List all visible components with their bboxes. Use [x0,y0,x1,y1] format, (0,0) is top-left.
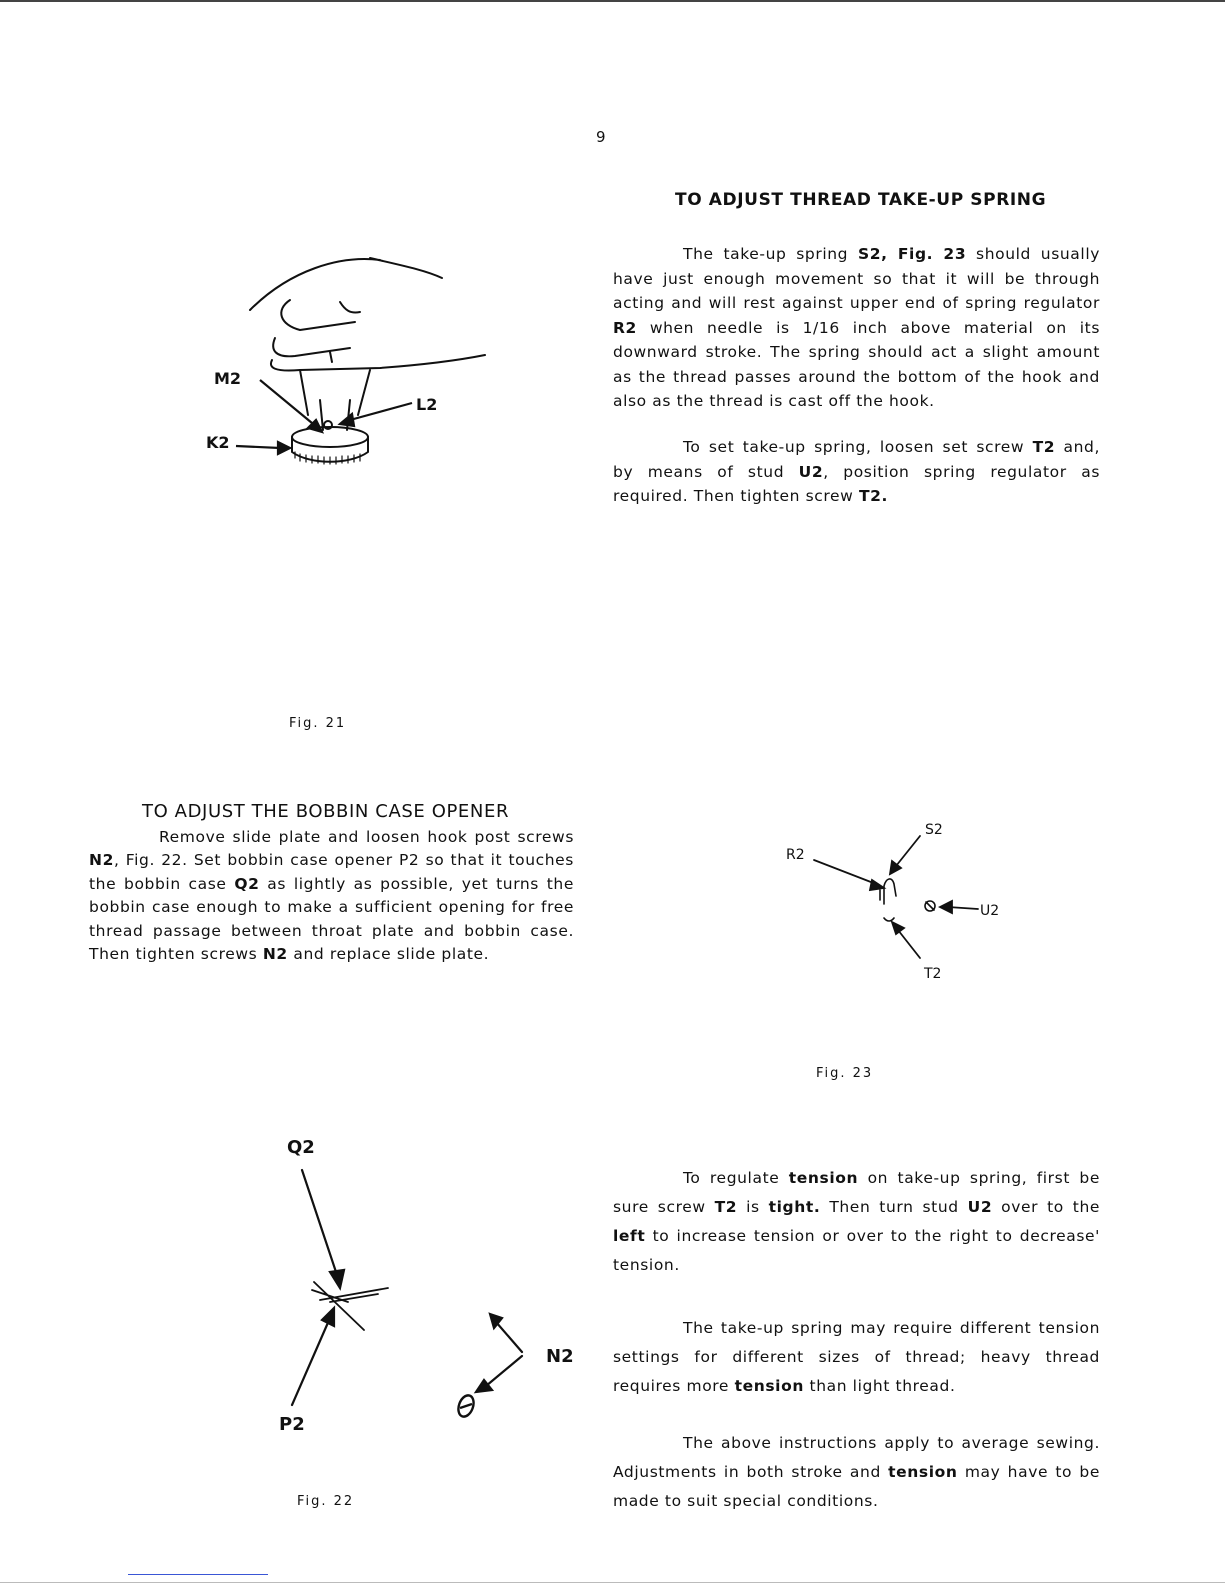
label-k2: K2 [206,433,230,452]
paragraph-bobbin-case-opener: Remove slide plate and loosen hook post screws N2, Fig. 22. Set bobbin case opener P2 so that it touches the bobbin case Q2 as lightly as possible, yet turns the bobbin case enough to make a sufficient opening for free thread passage between throat plate and bobbin case. Then tighten screws N2 and replace slide plate. [89,828,574,964]
bold-term: R2 [613,318,637,337]
q2-arrow-line [302,1170,338,1278]
fig22-drawing [260,1150,580,1430]
hand-outline [250,258,442,310]
bottom-border [0,1582,1225,1583]
page-number: 9 [596,128,606,146]
label-t2: T2 [924,966,942,982]
bold-term: N2 [89,851,114,870]
paragraph-regulate-tension: To regulate tension on take-up spring, first be sure screw T2 is tight. Then turn stud U2 over to the left to increase tension or over to the right to decrease' tension. [613,1169,1101,1274]
bold-term: tension [734,1377,804,1395]
k2-arrow-line [236,446,280,448]
fig23-caption: Fig. 23 [816,1066,874,1081]
label-n2: N2 [546,1346,574,1367]
label-m2: M2 [214,369,242,388]
hand-finger-2 [273,338,350,356]
bobbin-case-opener [312,1282,388,1330]
fig21-caption: Fig. 21 [289,716,347,731]
hand-finger-1 [281,300,355,330]
hand-thumb [271,355,485,371]
bold-term: Q2 [234,874,260,893]
paragraph-set-take-up-spring: To set take-up spring, loosen set screw T2 and, by means of stud U2, position spring regulator as required. Then tighten screw T2. [613,438,1100,505]
label-p2: P2 [279,1414,305,1435]
fig22-caption: Fig. 22 [297,1494,355,1509]
bold-term: tight. [768,1198,821,1216]
bold-term: T2. [858,487,889,505]
label-r2: R2 [786,847,805,863]
heading-take-up-spring: TO ADJUST THREAD TAKE-UP SPRING [675,190,1047,210]
screw-t2 [884,918,894,921]
paragraph-average-sewing: The above instructions apply to average sewing. Adjustments in both stroke and tension may have to be made to suit special conditions. [613,1434,1100,1510]
bobbin-base-ring [292,427,368,447]
label-u2: U2 [980,903,1000,919]
bold-term: T2 [714,1198,738,1216]
k2-arrow-head [278,442,290,454]
bold-term: T2 [1032,438,1056,456]
t2-arrow-head [892,922,904,934]
n2-arrow-upper-line [496,1322,522,1352]
bold-term: U2 [798,462,824,481]
s2-arrow-line [896,836,920,866]
bold-term: S2, Fig. 23 [857,245,967,263]
bobbin-case-body [300,370,370,415]
paragraph-take-up-spring: The take-up spring S2, Fig. 23 should usually have just enough movement so that it will be through acting and will rest against upper end of spring regulator R2 when needle is 1/16 inch above material on its downward stroke. The spring should act a slight amount as the thread passes around the bottom of the hook and also as the thread is cast off the hook. [613,245,1100,410]
q2-arrow-head [330,1270,344,1288]
bold-term: N2 [262,945,288,964]
n2-arrow-lower-line [486,1356,522,1386]
bottom-link-underline [128,1574,268,1575]
bold-term: left [613,1227,646,1245]
top-border [0,0,1225,2]
heading-bobbin-case-opener: TO ADJUST THE BOBBIN CASE OPENER [142,801,510,822]
bold-term: tension [888,1463,958,1481]
bold-term: U2 [967,1198,993,1216]
paragraph-tension-settings: The take-up spring may require different tension settings for different sizes of thread; heavy thread requires more tension than light thread. [613,1319,1100,1395]
take-up-spring [880,879,896,904]
hand-detail [330,302,360,362]
l2-arrow-head [340,414,354,426]
label-l2: L2 [416,395,438,414]
bold-term: tension [788,1169,859,1187]
m2-arrow-line [260,380,318,428]
r2-arrow-head [870,880,884,890]
label-s2: S2 [925,822,943,838]
p2-arrow-head [322,1308,334,1326]
fig23-drawing [780,800,1040,1000]
label-q2: Q2 [287,1137,315,1158]
p2-arrow-line [292,1318,330,1405]
r2-arrow-line [814,860,876,884]
u2-arrow-head [940,901,952,913]
t2-arrow-line [898,930,920,958]
